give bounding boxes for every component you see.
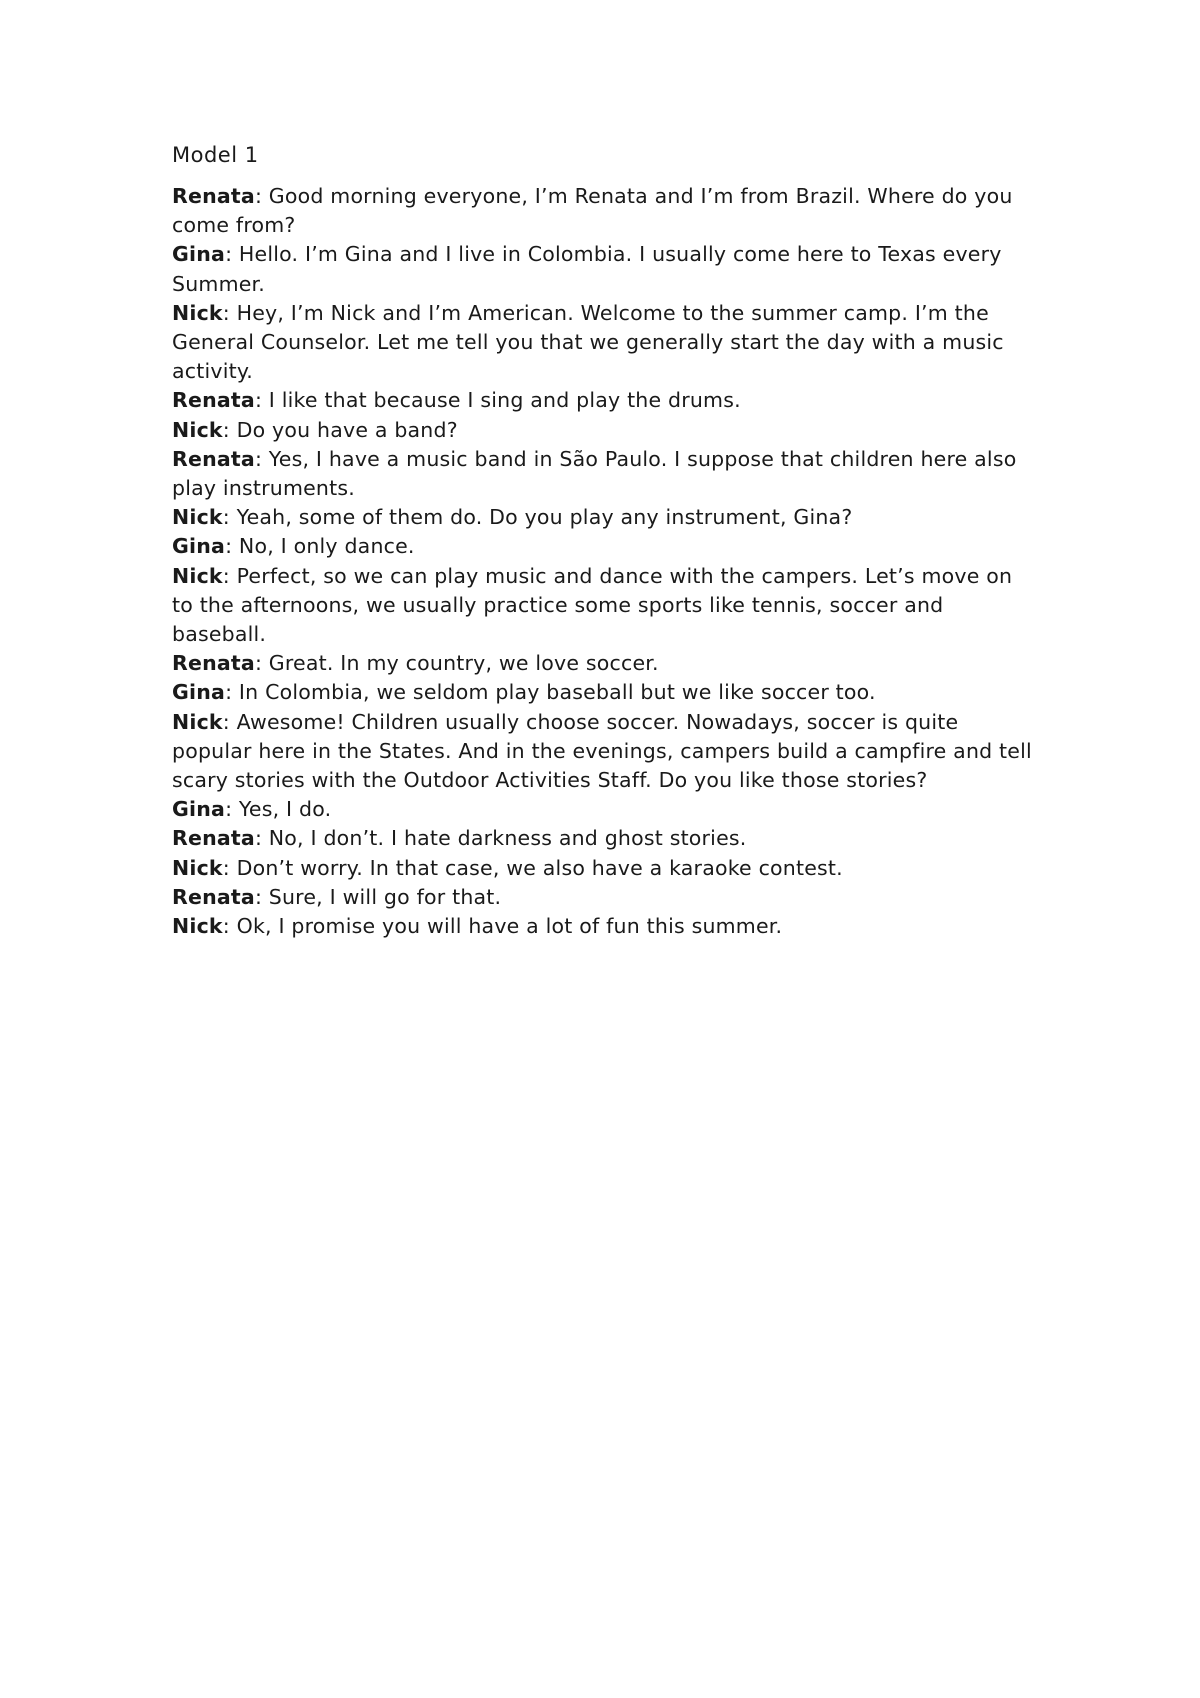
dialogue-line — [172, 708, 1032, 796]
line-text: : Yes, I do. — [225, 797, 332, 822]
dialogue-line — [172, 912, 1032, 941]
speaker-name: Nick — [172, 505, 223, 530]
line-text: : Perfect, so we can play music and dance with the campers. Let’s move on to the afternoons, we usually practice some sports like tennis, soccer and baseball. — [172, 563, 1013, 647]
speaker-name: Nick — [172, 563, 223, 588]
dialogue-line — [172, 883, 1032, 912]
line-text: : No, I only dance. — [225, 534, 415, 559]
dialogue-line — [172, 649, 1032, 678]
line-text: : Yes, I have a music band in São Paulo. I suppose that children here also play instruments. — [172, 446, 1017, 501]
dialogue-line — [172, 562, 1032, 650]
page-title: Model 1 — [172, 143, 259, 167]
line-text: : No, I don’t. I hate darkness and ghost stories. — [254, 826, 747, 851]
dialogue-line — [172, 416, 1032, 445]
line-text: : Awesome! Children usually choose soccer. Nowadays, soccer is quite popular here in the States. And in the evenings, campers build a campfire and tell scary stories with the Outdoor Activities Staff. Do you like those stories? — [172, 709, 1032, 793]
speaker-name: Gina — [172, 680, 226, 705]
dialogue-line — [172, 678, 1032, 707]
speaker-name: Gina — [172, 242, 226, 267]
dialogue-line — [172, 299, 1032, 387]
dialogue-line — [172, 503, 1032, 532]
line-text: : Hey, I’m Nick and I’m American. Welcome to the summer camp. I’m the General Counselor. Let me tell you that we generally start the day with a music activity. — [172, 300, 1004, 384]
speaker-name: Renata — [172, 184, 255, 208]
dialogue — [172, 182, 1032, 941]
speaker-name: Renata — [172, 826, 255, 851]
line-text: : Sure, I will go for that. — [254, 884, 502, 909]
document-content — [172, 140, 1032, 941]
speaker-name: Renata — [172, 651, 255, 676]
dialogue-line — [172, 532, 1032, 561]
speaker-name: Nick — [172, 914, 223, 939]
line-text: : In Colombia, we seldom play baseball but we like soccer too. — [225, 680, 876, 705]
line-text: : Yeah, some of them do. Do you play any instrument, Gina? — [222, 505, 853, 530]
speaker-name: Renata — [172, 388, 255, 413]
speaker-name: Renata — [172, 884, 255, 909]
speaker-name: Nick — [172, 709, 223, 734]
line-text: : I like that because I sing and play the drums. — [254, 388, 741, 413]
dialogue-line — [172, 854, 1032, 883]
dialogue-line — [172, 795, 1032, 824]
line-text: : Do you have a band? — [222, 417, 458, 442]
line-text: : Great. In my country, we love soccer. — [254, 651, 659, 676]
dialogue-line — [172, 824, 1032, 853]
speaker-name: Gina — [172, 534, 226, 559]
speaker-name: Nick — [172, 300, 223, 325]
speaker-name: Nick — [172, 855, 223, 880]
speaker-name: Gina — [172, 797, 226, 822]
line-text: : Good morning everyone, I’m Renata and I’m from Brazil. Where do you come from? — [172, 184, 1013, 238]
dialogue-line — [172, 240, 1032, 298]
line-text: : Don’t worry. In that case, we also have a karaoke contest. — [222, 855, 843, 880]
dialogue-line — [172, 182, 1032, 240]
dialogue-line — [172, 445, 1032, 503]
line-text: : Hello. I’m Gina and I live in Colombia. I usually come here to Texas every Summer. — [172, 242, 1002, 296]
line-text: : Ok, I promise you will have a lot of fun this summer. — [222, 914, 783, 939]
speaker-name: Nick — [172, 417, 223, 442]
dialogue-line — [172, 386, 1032, 415]
speaker-name: Renata — [172, 446, 255, 471]
